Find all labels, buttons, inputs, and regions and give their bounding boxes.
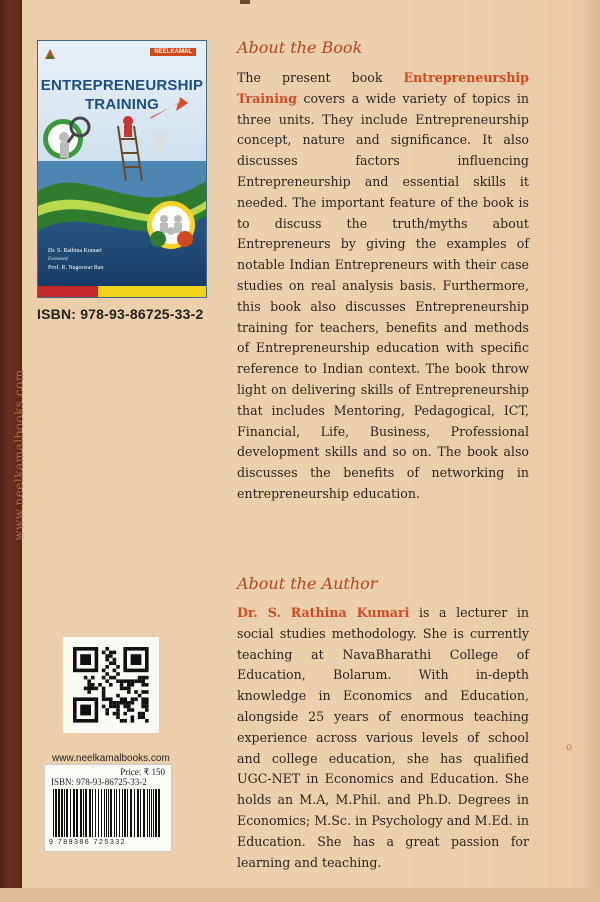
cover-author: Dr. S. Rathina Kumari [48, 248, 102, 254]
barcode-icon [51, 789, 165, 839]
barcode-number: 9 789386 725332 [49, 839, 126, 846]
publisher-logo-icon [45, 49, 55, 59]
cover-brand: NEELKAMAL [150, 48, 196, 56]
qr-code [63, 637, 159, 733]
about-book-heading: About the Book [237, 38, 363, 57]
publisher-website: www.neelkamalbooks.com [52, 753, 170, 764]
barcode-label [44, 764, 172, 852]
about-book-body: covers a wide variety of topics in three units. They include Entrepreneurship concept, nature and significance. It also discusses factors influencing Entrepreneurship and essential skills it needed. The important feature of the book is to discuss the truth/myths about Entrepreneurs by giving the examples of notable Indian Entrepreneurs with their case studies on real analysis basis. Furthermore, this book also discusses Entrepreneurship training for teachers, benefits and methods of Entrepreneurship education with specific reference to Indian context. The book throw light on delivering skills of Entrepreneurship that includes Mentoring, Pedagogical, ICT, Financial, Life, Business, Professional development skills and so on. The book also discusses the benefits of networking in entrepreneurship education. [237, 90, 529, 501]
isbn-line: ISBN: 978-93-86725-33-2 [37, 306, 204, 322]
about-author-heading: About the Author [237, 574, 378, 593]
vertical-website [6, 345, 32, 565]
author-name: Dr. S. Rathina Kumari [237, 605, 410, 620]
cover-right-edge [584, 0, 600, 902]
about-book-intro: The present book [237, 70, 404, 85]
qr-code-icon [63, 637, 159, 733]
about-book-text [237, 68, 529, 505]
about-author-body: is a lecturer in social studies methodology. She is currently teaching at NavaBharathi College of Education, Bolarum. With in-depth knowledge in Economics and Education, alongside 25 years of enormous teaching experience across various levels of school and college education, she has qualified UGC-NET in Economics and Education. She holds an M.A, M.Phil. and Ph.D. Degrees in Economics; M.Sc. in Psychology and M.Ed. in Education. She has a great passion for learning and teaching. [237, 605, 529, 870]
cover-foreword-by: Prof. R. Nageswar Rao [48, 265, 104, 271]
barcode-isbn: ISBN: 978-93-86725-33-2 [51, 777, 147, 787]
about-book-highlight: Entrepreneurship Training [237, 70, 529, 106]
edge-mark: o [566, 742, 573, 753]
price-text: Price: ₹ 150 [120, 767, 165, 777]
about-author-text [237, 603, 529, 873]
cover-title-line2: TRAINING [84, 96, 160, 113]
cover-bottom-edge [0, 888, 600, 902]
cover-foreword-label: Foreword [48, 257, 68, 262]
cover-thumbnail [37, 40, 207, 298]
top-mark [240, 0, 250, 4]
vertical-website-text: www.neelkamalbooks.com [12, 369, 26, 541]
cover-title-line1: ENTREPRENEURSHIP [40, 77, 204, 94]
